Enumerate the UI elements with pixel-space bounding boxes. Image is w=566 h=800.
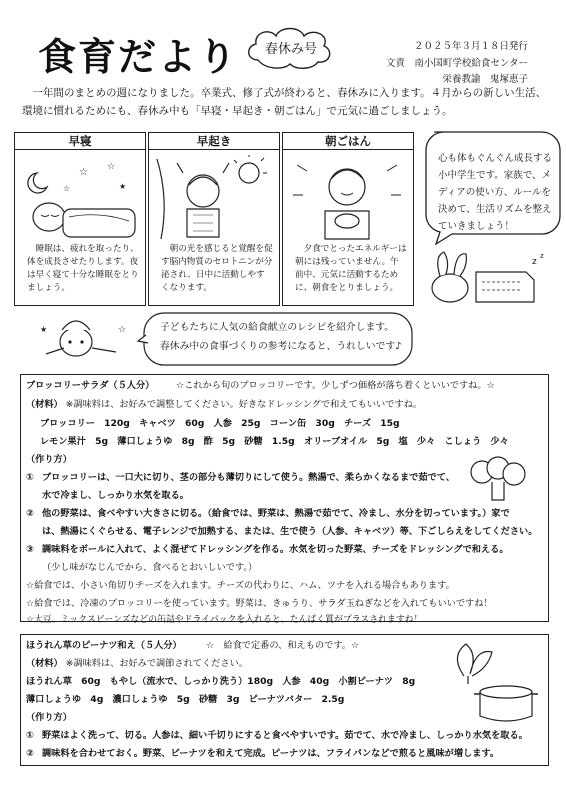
step-number: ①: [26, 472, 34, 483]
step-text: ブロッコリーは、一口大に切り、茎の部分も薄切りにして使う。熱湯で、柔らかくなるまで茹でて、: [42, 472, 455, 483]
broccoli-icon: [464, 456, 534, 502]
recipe-note-2: ☆給食では、冷凍のブロッコリーを使っています。野菜は、きゅうり、サラダ玉ねぎなどを入れてもいいですね！: [26, 598, 493, 609]
step-2: [26, 505, 510, 523]
step-1: [26, 469, 455, 487]
issue-badge-label: 春休み号: [264, 42, 317, 57]
step-2: [26, 745, 499, 763]
panel-title: 早寝: [15, 133, 145, 150]
svg-text:☆: ☆: [63, 184, 71, 193]
newsletter-title: 食育だより: [38, 34, 239, 79]
svg-text:★: ★: [119, 182, 127, 191]
step-number: ②: [26, 748, 34, 759]
step-3: [26, 541, 509, 559]
step-text: 調味料をボールに入れて、よく混ぜてドレッシングを作る。水気を切った野菜、チーズをドレッシングで和える。: [42, 544, 509, 555]
method-label: （作り方）: [26, 712, 72, 723]
bunny-reading-icon: [420, 250, 550, 308]
step-text: 調味料を合わせておく。野菜、ピーナツを和えて完成。ピーナツは、フライパンなどで煎ると風味が増します。: [42, 748, 500, 759]
method-label: （作り方）: [26, 454, 72, 465]
ingredients-line-2: 薄口しょうゆ 4g 濃口しょうゆ 5g 砂糖 3g ピーナツバター 2.5g: [26, 694, 345, 705]
cook-character-icon: [40, 314, 132, 364]
recipe-title: ほうれん草のピーナツ和え（５人分）: [26, 640, 182, 651]
step-2-continued: は、熱湯にくぐらせる、電子レンジで加熱する、または、生で使う（人参、キャベツ）等、下ごしらえをしてください。: [42, 526, 538, 537]
step-number: ①: [26, 730, 34, 741]
panel-caption: 夕食でとったエネルギーは朝には残っていません。午前中、元気に活動するために、朝食をとりましょう。: [295, 244, 407, 293]
ingredients-line-1: ブロッコリー 120g キャベツ 60g 人参 25g コーン缶 30g チーズ 15g: [40, 418, 400, 429]
materials-label: （材料）: [26, 658, 63, 669]
issue-date: ２０２５年３月１８日発行: [413, 41, 528, 52]
recipe-intro-line-1: 子どもたちに人気の給食献立のレシピを紹介します。: [160, 322, 395, 333]
svg-text:z: z: [540, 252, 544, 260]
svg-text:★: ★: [40, 325, 48, 334]
ingredients-line-1: ほうれん草 60g もやし（流水で、しっかり洗う）180g 人参 40g 小割ピーナツ 8g: [26, 676, 416, 687]
step-number: ③: [26, 544, 34, 555]
ingredients-line-2: レモン果汁 5g 薄口しょうゆ 8g 酢 5g 砂糖 1.5g オリーブオイル 5g 塩 少々 こしょう 少々: [40, 436, 509, 447]
step-text: 他の野菜は、食べやすい大きさに切る。（給食では、野菜は、熱湯で茹でて、冷まし、水分を切っています。）家で: [42, 508, 510, 519]
spinach-and-pot-icon: [444, 640, 540, 724]
materials-note: ※調味料は、お好みで調節されてください。: [65, 658, 248, 669]
waking-child-icon: [153, 155, 273, 241]
svg-text:z: z: [532, 257, 537, 267]
step-3-continued: （少し味がなじんでから、食べるとおいしいです。）: [42, 562, 258, 573]
step-text: 野菜はよく洗って、切る。人参は、細い千切りにすると食べやすいです。茹でて、水で冷まし、しっかり水気を取る。: [42, 730, 528, 741]
svg-text:☆: ☆: [118, 325, 127, 335]
recipe-intro-line-2: 春休み中の食事づくりの参考になると、うれしいです♪: [160, 341, 402, 352]
recipe-tagline: ☆ 給食で定番の、和えものです。☆: [206, 640, 360, 651]
step-1-continued: 水で冷まし、しっかり水気を取る。: [42, 490, 189, 501]
sleeping-child-icon: [19, 155, 139, 241]
breakfast-child-icon: [287, 155, 407, 241]
panel-early-rise: [148, 132, 280, 306]
panel-caption: 睡眠は、疲れを取ったり、体を成長させたりします。夜は早く寝て十分な睡眠をとりましょう。: [27, 244, 139, 293]
author-line-1: 文責 南小国町学校給食センター: [385, 58, 528, 69]
panel-breakfast: [282, 132, 414, 306]
recipe-title: ブロッコリーサラダ（５人分）: [26, 380, 155, 391]
step-number: ②: [26, 508, 34, 519]
svg-text:☆: ☆: [107, 162, 116, 172]
svg-text:☆: ☆: [79, 167, 88, 178]
author-line-2: 栄養教諭 鬼塚恵子: [442, 74, 528, 85]
recipe-tagline: ☆これから旬のブロッコリーです。少しずつ価格が落ち着くといいですね。☆: [176, 380, 495, 391]
step-1: [26, 727, 528, 745]
panel-early-sleep: [14, 132, 146, 306]
intro-paragraph: 一年間のまとめの週になりました。卒業式、修了式が終わると、春休みに入ります。４月からの新しい生活、環境に慣れるためにも、春休み中も「早寝・早起き・朝ごはん」で元気に過ごしましょう。: [22, 87, 547, 117]
panel-title: 朝ごはん: [283, 133, 413, 150]
materials-note: ※調味料は、お好みで調整してください。好きなドレッシングで和えてもいいですね。: [65, 399, 422, 410]
panel-title: 早起き: [149, 133, 279, 150]
recipe-note-3: ☆大豆、ミックスビーンズなどの缶詰やドライパックを入れると、たんぱく質がプラスされますね！: [26, 615, 423, 625]
recipe-note-1: ☆給食では、小さい角切りチーズを入れます。チーズの代わりに、ハム、ツナを入れる場合もあります。: [26, 580, 455, 591]
panel-caption: 朝の光を感じると覚醒を促す脳内物質のセロトニンが分泌され、日中に活動しやすくなります。: [161, 244, 273, 293]
speech-bubble-text: 心も体もぐんぐん成長する小中学生です。家族で、メディアの使い方、ルールを決めて、生活リズムを整えていきましょう！: [438, 153, 553, 232]
materials-label: （材料）: [26, 399, 63, 410]
